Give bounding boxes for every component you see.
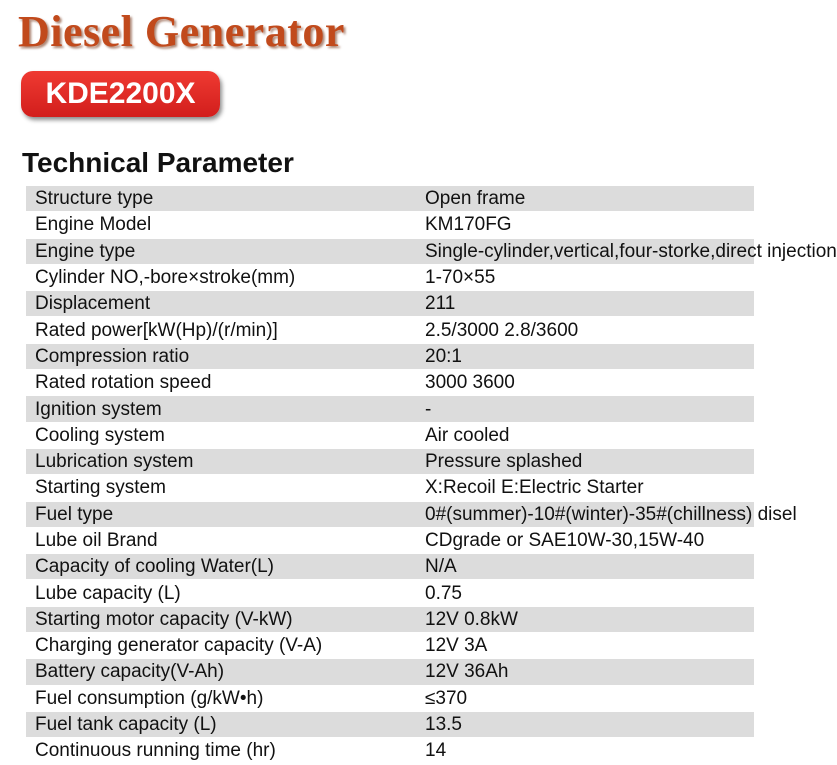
parameter-label: Compression ratio — [26, 343, 425, 369]
parameter-label: Capacity of cooling Water(L) — [26, 554, 425, 580]
parameter-value: 3000 3600 — [425, 370, 754, 396]
parameter-value: - — [425, 396, 754, 422]
parameter-value: KM170FG — [425, 212, 754, 238]
technical-parameter-table — [26, 186, 837, 765]
table-row — [26, 343, 754, 369]
parameter-label: Fuel consumption (g/kW•h) — [26, 685, 425, 711]
parameter-label: Starting system — [26, 475, 425, 501]
table-row — [26, 396, 754, 422]
table-row — [26, 711, 754, 737]
parameter-label: Lubrication system — [26, 448, 425, 474]
table-row — [26, 448, 754, 474]
table-row — [26, 317, 754, 343]
parameter-label: Fuel type — [26, 501, 425, 527]
parameter-value: 0.75 — [425, 580, 754, 606]
page-title: Diesel Generator — [18, 7, 345, 56]
parameter-value: 2.5/3000 2.8/3600 — [425, 317, 754, 343]
table-row — [26, 580, 754, 606]
parameter-label: Lube capacity (L) — [26, 580, 425, 606]
parameter-value: 211 — [425, 291, 754, 317]
table-row — [26, 501, 754, 527]
parameter-value: 20:1 — [425, 343, 754, 369]
parameter-value: 12V 0.8kW — [425, 606, 754, 632]
table-row — [26, 264, 754, 290]
section-heading: Technical Parameter — [22, 147, 294, 178]
table-row — [26, 606, 754, 632]
parameter-value: Single-cylinder,vertical,four-storke,direct injection — [425, 238, 754, 264]
model-badge: KDE2200X — [21, 71, 220, 117]
parameter-label: Displacement — [26, 291, 425, 317]
table-row — [26, 291, 754, 317]
table-row — [26, 633, 754, 659]
table-row — [26, 738, 754, 764]
parameter-value: 12V 36Ah — [425, 659, 754, 685]
parameter-value: CDgrade or SAE10W-30,15W-40 — [425, 527, 754, 553]
parameter-label: Structure type — [26, 186, 425, 212]
parameter-label: Cooling system — [26, 422, 425, 448]
parameter-label: Battery capacity(V-Ah) — [26, 659, 425, 685]
parameter-label: Fuel tank capacity (L) — [26, 711, 425, 737]
parameter-label: Charging generator capacity (V-A) — [26, 633, 425, 659]
parameter-label: Continuous running time (hr) — [26, 738, 425, 764]
table-row — [26, 475, 754, 501]
parameter-value: 12V 3A — [425, 633, 754, 659]
table-row — [26, 685, 754, 711]
table-row — [26, 527, 754, 553]
parameter-value: ≤370 — [425, 685, 754, 711]
parameter-label: Engine Model — [26, 212, 425, 238]
table-row — [26, 422, 754, 448]
parameter-value: 13.5 — [425, 711, 754, 737]
parameter-value: N/A — [425, 554, 754, 580]
parameter-value: 1-70×55 — [425, 264, 754, 290]
parameter-value: 0#(summer)-10#(winter)-35#(chillness) disel — [425, 501, 754, 527]
parameter-value: Pressure splashed — [425, 448, 754, 474]
table-row — [26, 554, 754, 580]
table-row — [26, 659, 754, 685]
table-row — [26, 370, 754, 396]
parameter-label: Lube oil Brand — [26, 527, 425, 553]
parameter-value: Air cooled — [425, 422, 754, 448]
parameter-label: Rated power[kW(Hp)/(r/min)] — [26, 317, 425, 343]
table-row — [26, 238, 754, 264]
parameter-value: 14 — [425, 738, 754, 764]
parameter-label: Ignition system — [26, 396, 425, 422]
table-row — [26, 186, 754, 212]
parameter-label: Starting motor capacity (V-kW) — [26, 606, 425, 632]
parameter-label: Rated rotation speed — [26, 370, 425, 396]
parameter-label: Engine type — [26, 238, 425, 264]
parameter-value: X:Recoil E:Electric Starter — [425, 475, 754, 501]
parameter-label: Cylinder NO,-bore×stroke(mm) — [26, 264, 425, 290]
parameter-value: Open frame — [425, 186, 754, 212]
table-row — [26, 212, 754, 238]
